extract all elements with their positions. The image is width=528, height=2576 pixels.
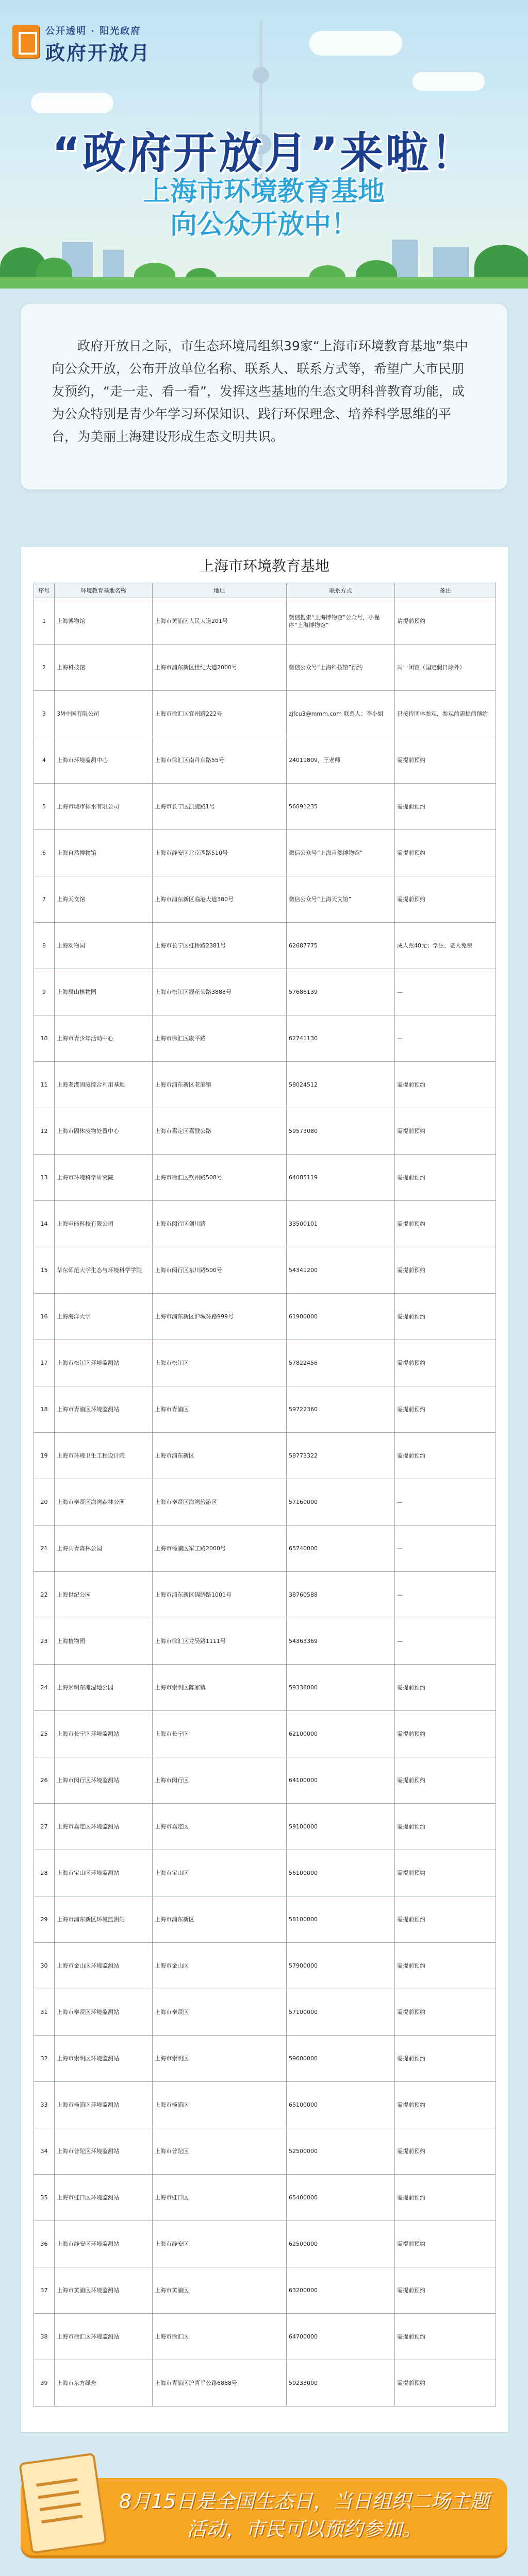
table-row bbox=[34, 1015, 496, 1062]
venue-contact-cell: 38760588 bbox=[287, 1572, 395, 1618]
row-index-cell: 10 bbox=[34, 1015, 55, 1062]
venue-name-cell: 华东师范大学生态与环境科学学院 bbox=[55, 1247, 153, 1294]
row-index-cell: 34 bbox=[34, 2128, 55, 2175]
venue-name-cell: 上海市奉贤区海湾森林公园 bbox=[55, 1479, 153, 1526]
venue-name-cell: 上海市普陀区环境监测站 bbox=[55, 2128, 153, 2175]
venue-name-cell: 上海市长宁区环境监测站 bbox=[55, 1711, 153, 1757]
venue-contact-cell: 65100000 bbox=[287, 2082, 395, 2128]
venue-contact-cell: 59336000 bbox=[287, 1665, 395, 1711]
venue-name-cell: 上海博物馆 bbox=[55, 598, 153, 645]
venue-note-cell: 需提前预约 bbox=[395, 1201, 496, 1247]
row-index-cell: 16 bbox=[34, 1294, 55, 1340]
venue-address-cell: 上海市宝山区 bbox=[153, 1850, 287, 1896]
venue-contact-cell: 57686139 bbox=[287, 969, 395, 1015]
table-row bbox=[34, 1108, 496, 1155]
venue-name-cell: 上海市浦东新区环境监测站 bbox=[55, 1896, 153, 1943]
logo-name: 政府开放月 bbox=[45, 42, 152, 64]
row-index-cell: 29 bbox=[34, 1896, 55, 1943]
venue-name-cell: 上海市杨浦区环境监测站 bbox=[55, 2082, 153, 2128]
venue-name-cell: 上海市静安区环境监测站 bbox=[55, 2221, 153, 2267]
venue-contact-cell: 54341200 bbox=[287, 1247, 395, 1294]
venue-note-cell: 需提前预约 bbox=[395, 737, 496, 784]
venue-note-cell: — bbox=[395, 969, 496, 1015]
venue-contact-cell: 64700000 bbox=[287, 2314, 395, 2360]
venue-contact-cell: 57900000 bbox=[287, 1943, 395, 1989]
row-index-cell: 36 bbox=[34, 2221, 55, 2267]
venue-name-cell: 上海市崇明区环境监测站 bbox=[55, 2036, 153, 2082]
table-row bbox=[34, 2221, 496, 2267]
venue-address-cell: 上海市浦东新区锦绣路1001号 bbox=[153, 1572, 287, 1618]
venue-address-cell: 上海市嘉定区 bbox=[153, 1804, 287, 1850]
venue-contact-cell: 65400000 bbox=[287, 2175, 395, 2221]
table-row bbox=[34, 1247, 496, 1294]
venue-note-cell: 需提前预约 bbox=[395, 1665, 496, 1711]
venue-contact-cell: 65740000 bbox=[287, 1526, 395, 1572]
venue-name-cell: 上海市松江区环境监测站 bbox=[55, 1340, 153, 1386]
row-index-cell: 18 bbox=[34, 1386, 55, 1433]
venue-note-cell: 需提前预约 bbox=[395, 2360, 496, 2406]
row-index-cell: 9 bbox=[34, 969, 55, 1015]
table-row bbox=[34, 830, 496, 876]
row-index-cell: 35 bbox=[34, 2175, 55, 2221]
table-row bbox=[34, 1062, 496, 1108]
venue-address-cell: 上海市长宁区 bbox=[153, 1711, 287, 1757]
venue-note-cell: 需提前预约 bbox=[395, 1989, 496, 2036]
venue-contact-cell: 微信公众号“上海天文馆” bbox=[287, 876, 395, 923]
row-index-cell: 22 bbox=[34, 1572, 55, 1618]
venue-address-cell: 上海市长宁区虹桥路2381号 bbox=[153, 923, 287, 969]
table-header-cell: 联系方式 bbox=[287, 583, 395, 598]
venue-contact-cell: 微信公众号“上海科技馆”预约 bbox=[287, 645, 395, 691]
venue-name-cell: 上海市青少年活动中心 bbox=[55, 1015, 153, 1062]
venue-note-cell: — bbox=[395, 1015, 496, 1062]
table-header-cell: 备注 bbox=[395, 583, 496, 598]
venue-contact-cell: 52500000 bbox=[287, 2128, 395, 2175]
venue-note-cell: 需提前预约 bbox=[395, 2036, 496, 2082]
venue-name-cell: 上海市东方绿舟 bbox=[55, 2360, 153, 2406]
venue-note-cell: 需提前预约 bbox=[395, 1108, 496, 1155]
row-index-cell: 19 bbox=[34, 1433, 55, 1479]
row-index-cell: 39 bbox=[34, 2360, 55, 2406]
venue-address-cell: 上海市黄浦区 bbox=[153, 2267, 287, 2314]
row-index-cell: 8 bbox=[34, 923, 55, 969]
row-index-cell: 25 bbox=[34, 1711, 55, 1757]
venue-note-cell: 请提前预约 bbox=[395, 598, 496, 645]
venue-contact-cell: 58100000 bbox=[287, 1896, 395, 1943]
venue-address-cell: 上海市静安区北京西路510号 bbox=[153, 830, 287, 876]
logo-tagline: 公开透明 · 阳光政府 bbox=[45, 26, 141, 37]
venue-note-cell: — bbox=[395, 1618, 496, 1665]
venue-address-cell: 上海市虹口区 bbox=[153, 2175, 287, 2221]
row-index-cell: 6 bbox=[34, 830, 55, 876]
row-index-cell: 26 bbox=[34, 1757, 55, 1804]
table-row bbox=[34, 1155, 496, 1201]
ecology-day-banner bbox=[0, 2458, 528, 2576]
venue-contact-cell: 58773322 bbox=[287, 1433, 395, 1479]
table-header-cell: 序号 bbox=[34, 583, 55, 598]
hero-banner bbox=[0, 0, 528, 289]
venue-note-cell: 需提前预约 bbox=[395, 1757, 496, 1804]
venue-note-cell: 需提前预约 bbox=[395, 1711, 496, 1757]
venue-address-cell: 上海市徐汇区康平路 bbox=[153, 1015, 287, 1062]
venue-contact-cell: 62100000 bbox=[287, 1711, 395, 1757]
venue-note-cell: 需提前预约 bbox=[395, 1340, 496, 1386]
table-row bbox=[34, 1433, 496, 1479]
hero-title: “政府开放月”来啦！ bbox=[52, 128, 476, 178]
venue-contact-cell: 62741130 bbox=[287, 1015, 395, 1062]
venue-note-cell: 需提前预约 bbox=[395, 1850, 496, 1896]
venue-address-cell: 上海市徐汇区 bbox=[153, 2314, 287, 2360]
venue-name-cell: 上海植物园 bbox=[55, 1618, 153, 1665]
venue-note-cell: 需提前预约 bbox=[395, 784, 496, 830]
table-row bbox=[34, 2360, 496, 2406]
venue-contact-cell: 57822456 bbox=[287, 1340, 395, 1386]
venue-note-cell: 需提前预约 bbox=[395, 1386, 496, 1433]
table-row bbox=[34, 1989, 496, 2036]
venue-address-cell: 上海市嘉定区嘉戬公路 bbox=[153, 1108, 287, 1155]
venue-name-cell: 上海市宝山区环境监测站 bbox=[55, 1850, 153, 1896]
venue-address-cell: 上海市浦东新区 bbox=[153, 1433, 287, 1479]
venue-contact-cell: 59233000 bbox=[287, 2360, 395, 2406]
row-index-cell: 1 bbox=[34, 598, 55, 645]
row-index-cell: 12 bbox=[34, 1108, 55, 1155]
venue-address-cell: 上海市闵行区剑川路 bbox=[153, 1201, 287, 1247]
venue-name-cell: 上海市环境监测中心 bbox=[55, 737, 153, 784]
venue-name-cell: 上海共青森林公园 bbox=[55, 1526, 153, 1572]
table-header-cell: 环境教育基地名称 bbox=[55, 583, 153, 598]
row-index-cell: 37 bbox=[34, 2267, 55, 2314]
venue-contact-cell: 59573080 bbox=[287, 1108, 395, 1155]
banner-text: 8月15日是全国生态日，当日组织二场主题活动，市民可以预约参加。 bbox=[119, 2490, 490, 2540]
venue-address-cell: 上海市青浦区沪青平公路6888号 bbox=[153, 2360, 287, 2406]
table-row bbox=[34, 2036, 496, 2082]
row-index-cell: 13 bbox=[34, 1155, 55, 1201]
venue-address-cell: 上海市长宁区凯旋路1号 bbox=[153, 784, 287, 830]
row-index-cell: 7 bbox=[34, 876, 55, 923]
venue-name-cell: 上海市闵行区环境监测站 bbox=[55, 1757, 153, 1804]
venue-note-cell: 需提前预约 bbox=[395, 2221, 496, 2267]
table-row bbox=[34, 1804, 496, 1850]
venue-note-cell: 需提前预约 bbox=[395, 1433, 496, 1479]
row-index-cell: 17 bbox=[34, 1340, 55, 1386]
table-row bbox=[34, 2314, 496, 2360]
venue-name-cell: 上海动物园 bbox=[55, 923, 153, 969]
venue-note-cell: 需提前预约 bbox=[395, 830, 496, 876]
row-index-cell: 20 bbox=[34, 1479, 55, 1526]
row-index-cell: 15 bbox=[34, 1247, 55, 1294]
cloud-decoration bbox=[412, 72, 485, 91]
table-row bbox=[34, 784, 496, 830]
venue-address-cell: 上海市杨浦区 bbox=[153, 2082, 287, 2128]
venue-address-cell: 上海市静安区 bbox=[153, 2221, 287, 2267]
venue-name-cell: 上海天文馆 bbox=[55, 876, 153, 923]
venue-name-cell: 上海市城市排水有限公司 bbox=[55, 784, 153, 830]
venue-name-cell: 上海老港固废综合利用基地 bbox=[55, 1062, 153, 1108]
venue-name-cell: 上海市环境科学研究院 bbox=[55, 1155, 153, 1201]
table-row bbox=[34, 1665, 496, 1711]
venue-note-cell: 需提前预约 bbox=[395, 1896, 496, 1943]
venue-table bbox=[34, 583, 496, 2406]
row-index-cell: 5 bbox=[34, 784, 55, 830]
row-index-cell: 11 bbox=[34, 1062, 55, 1108]
venue-contact-cell: 59100000 bbox=[287, 1804, 395, 1850]
intro-card bbox=[21, 304, 507, 489]
venue-address-cell: 上海市松江区辰花公路3888号 bbox=[153, 969, 287, 1015]
venue-note-cell: 需提前预约 bbox=[395, 2267, 496, 2314]
table-row bbox=[34, 1526, 496, 1572]
row-index-cell: 28 bbox=[34, 1850, 55, 1896]
venue-note-cell: 成人票40元；学生、老人免费 bbox=[395, 923, 496, 969]
venue-name-cell: 上海市嘉定区环境监测站 bbox=[55, 1804, 153, 1850]
venue-address-cell: 上海市浦东新区临港大道380号 bbox=[153, 876, 287, 923]
venue-name-cell: 上海科技馆 bbox=[55, 645, 153, 691]
cloud-decoration bbox=[31, 93, 113, 113]
venue-address-cell: 上海市徐汇区宜州路222号 bbox=[153, 691, 287, 737]
venue-contact-cell: 62500000 bbox=[287, 2221, 395, 2267]
table-row bbox=[34, 1340, 496, 1386]
hero-subtitle-line2: 向公众开放中！ bbox=[170, 209, 358, 240]
table-row bbox=[34, 1850, 496, 1896]
venue-name-cell: 上海市虹口区环境监测站 bbox=[55, 2175, 153, 2221]
venue-address-cell: 上海市普陀区 bbox=[153, 2128, 287, 2175]
venue-name-cell: 上海市徐汇区环境监测站 bbox=[55, 2314, 153, 2360]
table-row bbox=[34, 923, 496, 969]
row-index-cell: 33 bbox=[34, 2082, 55, 2128]
table-row bbox=[34, 876, 496, 923]
table-body bbox=[34, 598, 496, 2406]
venue-contact-cell: 64100000 bbox=[287, 1757, 395, 1804]
table-row bbox=[34, 1618, 496, 1665]
table-row bbox=[34, 1896, 496, 1943]
venue-note-cell: 需提前预约 bbox=[395, 1294, 496, 1340]
venue-note-cell: 需提前预约 bbox=[395, 2082, 496, 2128]
venue-note-cell: 需提前预约 bbox=[395, 2175, 496, 2221]
venue-note-cell: 周一闭馆（国定假日除外） bbox=[395, 645, 496, 691]
table-row bbox=[34, 1294, 496, 1340]
table-header-row bbox=[34, 583, 496, 598]
venue-name-cell: 上海市奉贤区环境监测站 bbox=[55, 1989, 153, 2036]
venue-table-card bbox=[21, 546, 508, 2433]
venue-address-cell: 上海市奉贤区 bbox=[153, 1989, 287, 2036]
venue-address-cell: 上海市浦东新区 bbox=[153, 1896, 287, 1943]
venue-contact-cell: 59600000 bbox=[287, 2036, 395, 2082]
table-row bbox=[34, 1711, 496, 1757]
venue-note-cell: 需提前预约 bbox=[395, 2128, 496, 2175]
row-index-cell: 31 bbox=[34, 1989, 55, 2036]
venue-address-cell: 上海市浦东新区老港镇 bbox=[153, 1062, 287, 1108]
venue-contact-cell: 54363369 bbox=[287, 1618, 395, 1665]
venue-name-cell: 上海市青浦区环境监测站 bbox=[55, 1386, 153, 1433]
venue-address-cell: 上海市青浦区 bbox=[153, 1386, 287, 1433]
venue-name-cell: 上海市固体废物处置中心 bbox=[55, 1108, 153, 1155]
venue-contact-cell: 57100000 bbox=[287, 1989, 395, 2036]
venue-note-cell: 需提前预约 bbox=[395, 1062, 496, 1108]
row-index-cell: 4 bbox=[34, 737, 55, 784]
row-index-cell: 14 bbox=[34, 1201, 55, 1247]
table-row bbox=[34, 1572, 496, 1618]
venue-contact-cell: zjfcu3@mmm.com 联系人：李小姐 bbox=[287, 691, 395, 737]
table-row bbox=[34, 2175, 496, 2221]
venue-name-cell: 上海崇明东滩湿地公园 bbox=[55, 1665, 153, 1711]
venue-address-cell: 上海市松江区 bbox=[153, 1340, 287, 1386]
venue-note-cell: 需提前预约 bbox=[395, 1943, 496, 1989]
venue-address-cell: 上海市浦东新区世纪大道2000号 bbox=[153, 645, 287, 691]
venue-note-cell: — bbox=[395, 1526, 496, 1572]
venue-address-cell: 上海市徐汇区龙吴路1111号 bbox=[153, 1618, 287, 1665]
venue-name-cell: 上海海洋大学 bbox=[55, 1294, 153, 1340]
venue-contact-cell: 58024512 bbox=[287, 1062, 395, 1108]
venue-address-cell: 上海市崇明区 bbox=[153, 2036, 287, 2082]
venue-address-cell: 上海市徐汇区南丹东路55号 bbox=[153, 737, 287, 784]
venue-note-cell: — bbox=[395, 1572, 496, 1618]
venue-name-cell: 上海市黄浦区环境监测站 bbox=[55, 2267, 153, 2314]
table-row bbox=[34, 1943, 496, 1989]
venue-note-cell: 需提前预约 bbox=[395, 2314, 496, 2360]
table-row bbox=[34, 691, 496, 737]
venue-contact-cell: 33500101 bbox=[287, 1201, 395, 1247]
city-skyline-illustration bbox=[0, 242, 528, 289]
venue-name-cell: 上海市环境卫生工程设计院 bbox=[55, 1433, 153, 1479]
venue-contact-cell: 微信公众号“上海自然博物馆” bbox=[287, 830, 395, 876]
row-index-cell: 24 bbox=[34, 1665, 55, 1711]
door-icon bbox=[12, 25, 39, 58]
table-row bbox=[34, 645, 496, 691]
venue-address-cell: 上海市徐汇区钦州路508号 bbox=[153, 1155, 287, 1201]
venue-note-cell: 需提前预约 bbox=[395, 876, 496, 923]
venue-address-cell: 上海市金山区 bbox=[153, 1943, 287, 1989]
venue-contact-cell: 微信搜索“上海博物馆”公众号，小程序“上海博物馆” bbox=[287, 598, 395, 645]
venue-name-cell: 3M中国有限公司 bbox=[55, 691, 153, 737]
venue-contact-cell: 24011809，王老师 bbox=[287, 737, 395, 784]
table-row bbox=[34, 1479, 496, 1526]
venue-name-cell: 上海市金山区环境监测站 bbox=[55, 1943, 153, 1989]
table-row bbox=[34, 598, 496, 645]
table-row bbox=[34, 1201, 496, 1247]
venue-contact-cell: 59722360 bbox=[287, 1386, 395, 1433]
venue-address-cell: 上海市闵行区 bbox=[153, 1757, 287, 1804]
venue-address-cell: 上海市黄浦区人民大道201号 bbox=[153, 598, 287, 645]
table-row bbox=[34, 969, 496, 1015]
hero-subtitle-line1: 上海市环境教育基地 bbox=[143, 176, 385, 207]
hero-subtitle bbox=[0, 175, 528, 241]
row-index-cell: 2 bbox=[34, 645, 55, 691]
table-title: 上海市环境教育基地 bbox=[199, 557, 329, 574]
venue-contact-cell: 63200000 bbox=[287, 2267, 395, 2314]
venue-name-cell: 上海自然博物馆 bbox=[55, 830, 153, 876]
venue-name-cell: 上海辰山植物园 bbox=[55, 969, 153, 1015]
venue-contact-cell: 56100000 bbox=[287, 1850, 395, 1896]
row-index-cell: 23 bbox=[34, 1618, 55, 1665]
logo bbox=[12, 23, 167, 64]
row-index-cell: 21 bbox=[34, 1526, 55, 1572]
cloud-decoration bbox=[309, 31, 402, 56]
venue-contact-cell: 64085119 bbox=[287, 1155, 395, 1201]
venue-contact-cell: 56891235 bbox=[287, 784, 395, 830]
venue-note-cell: 需提前预约 bbox=[395, 1155, 496, 1201]
venue-name-cell: 上海世纪公园 bbox=[55, 1572, 153, 1618]
table-row bbox=[34, 2128, 496, 2175]
venue-note-cell: — bbox=[395, 1479, 496, 1526]
venue-name-cell: 上海申能科技有限公司 bbox=[55, 1201, 153, 1247]
row-index-cell: 30 bbox=[34, 1943, 55, 1989]
venue-contact-cell: 57160000 bbox=[287, 1479, 395, 1526]
table-header-cell: 地址 bbox=[153, 583, 287, 598]
venue-contact-cell: 61900000 bbox=[287, 1294, 395, 1340]
venue-address-cell: 上海市浦东新区沪城环路999号 bbox=[153, 1294, 287, 1340]
intro-text: 政府开放日之际，市生态环境局组织39家“上海市环境教育基地”集中向公众开放，公布开放单位名称、联系人、联系方式等，希望广大市民朋友预约，“走一走、看一看”，发挥这些基地的生态文明科普教育功能，成为公众特别是青少年学习环保知识、践行环保理念、培养科学思维的平台，为美丽上海建设形成生态文明共识。 bbox=[52, 338, 468, 444]
row-index-cell: 32 bbox=[34, 2036, 55, 2082]
table-row bbox=[34, 1757, 496, 1804]
row-index-cell: 38 bbox=[34, 2314, 55, 2360]
table-row bbox=[34, 2267, 496, 2314]
venue-note-cell: 只接待团体参观，参观前需提前预约 bbox=[395, 691, 496, 737]
venue-address-cell: 上海市杨浦区军工路2000号 bbox=[153, 1526, 287, 1572]
venue-address-cell: 上海市崇明区陈家镇 bbox=[153, 1665, 287, 1711]
venue-note-cell: 需提前预约 bbox=[395, 1804, 496, 1850]
table-row bbox=[34, 737, 496, 784]
venue-address-cell: 上海市奉贤区海湾旅游区 bbox=[153, 1479, 287, 1526]
notepad-icon bbox=[19, 2453, 107, 2554]
table-row bbox=[34, 2082, 496, 2128]
venue-contact-cell: 62687775 bbox=[287, 923, 395, 969]
row-index-cell: 27 bbox=[34, 1804, 55, 1850]
row-index-cell: 3 bbox=[34, 691, 55, 737]
venue-address-cell: 上海市闵行区东川路500号 bbox=[153, 1247, 287, 1294]
venue-note-cell: 需提前预约 bbox=[395, 1247, 496, 1294]
table-row bbox=[34, 1386, 496, 1433]
